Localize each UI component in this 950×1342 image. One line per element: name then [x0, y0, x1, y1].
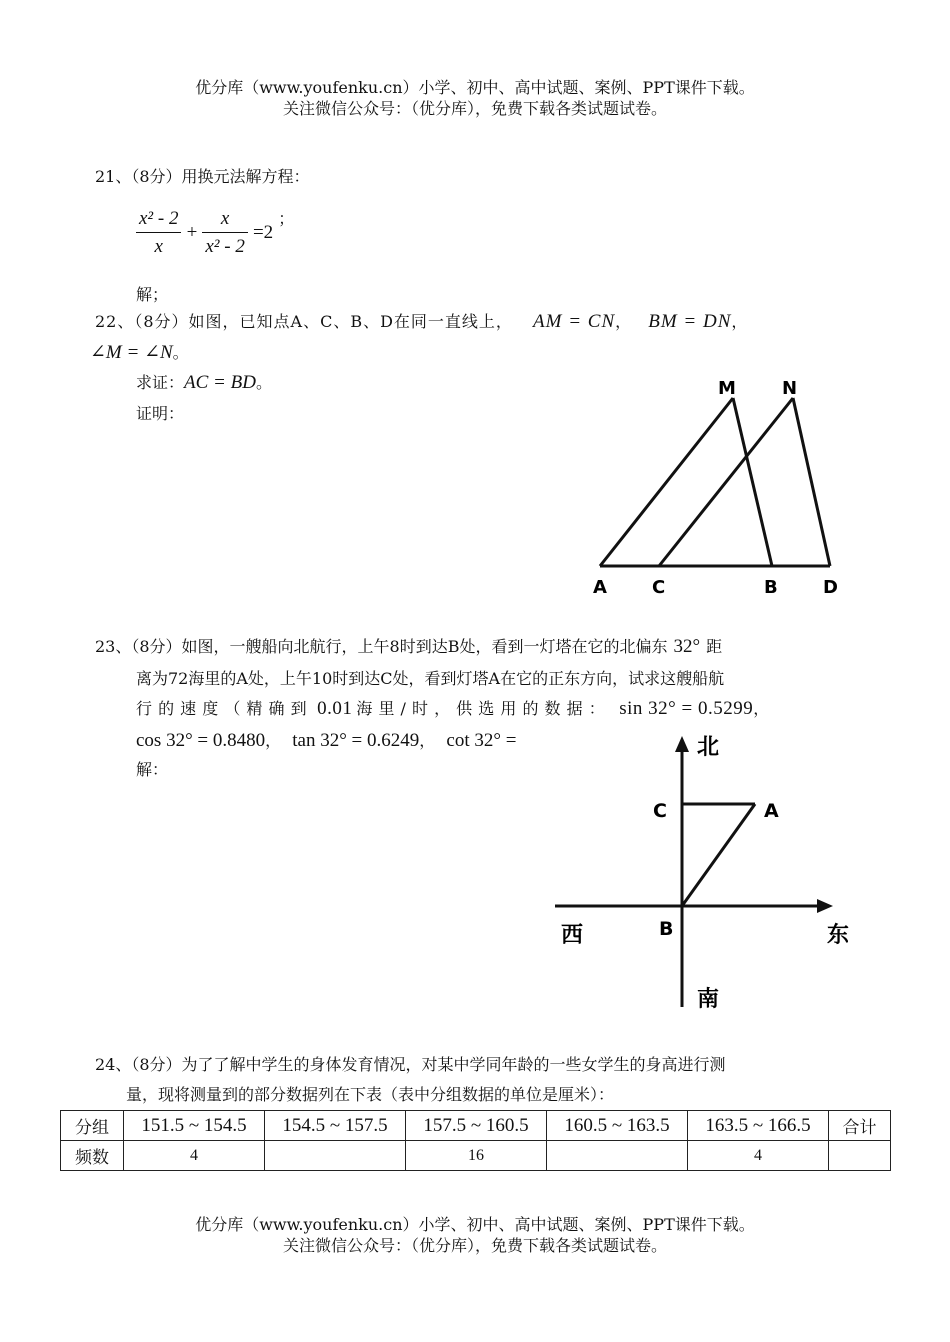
table-cell: 16	[406, 1141, 547, 1171]
q22-title-line2	[90, 342, 189, 364]
q22-cond2: BM = DN	[648, 311, 732, 332]
q23-cos: cos 32° = 0.8480	[136, 730, 266, 751]
q22-title: 22、（8分）如图，已知点A、C、B、D在同一直线上，	[95, 312, 513, 331]
table-cell: 4	[124, 1141, 265, 1171]
q23-label-A: A	[764, 800, 779, 822]
q23-segment-AB	[682, 804, 755, 906]
q23-figure	[555, 732, 865, 1017]
q22-label-M: M	[718, 378, 736, 399]
page-footer-line1: 优分库（www.youfenku.cn）小学、初中、高中试题、案例、PPT课件下载。	[195, 1215, 755, 1234]
q22-line-ND	[793, 398, 830, 566]
q22-prove-expr: AC = BD	[184, 372, 256, 393]
q21-frac2-numerator: x	[202, 208, 247, 233]
q23-label-north: 北	[697, 735, 720, 760]
table-cell: 合计	[829, 1111, 891, 1141]
q22-proof-label: 证明：	[136, 404, 185, 423]
q22-cond1: AM = CN	[533, 311, 616, 332]
q23-sin: sin 32° = 0.5299	[619, 698, 754, 719]
q23-label-B: B	[659, 918, 674, 940]
q22-sep2: ，	[731, 312, 749, 331]
q23-angle: 32°	[673, 636, 701, 657]
table-cell: 160.5 ~ 163.5	[547, 1111, 688, 1141]
q23-answer-label: 解：	[136, 760, 169, 779]
table-row	[61, 1111, 891, 1141]
q23-label-west: 西	[561, 923, 584, 948]
q23-tan: tan 32° = 0.6249	[292, 730, 420, 751]
q22-figure	[585, 370, 855, 600]
q23-line1a: 23、（8分）如图，一艘船向北航行，上午8时到达B处，看到一灯塔在它的北偏东	[95, 637, 668, 656]
table-cell: 频数	[61, 1141, 124, 1171]
q21-plus: +	[186, 222, 198, 243]
q21-fraction-1	[136, 208, 181, 258]
table-cell: 157.5 ~ 160.5	[406, 1111, 547, 1141]
table-cell	[829, 1141, 891, 1171]
q22-label-C: C	[652, 577, 666, 598]
q24-frequency-table	[60, 1110, 891, 1171]
table-cell: 163.5 ~ 166.5	[688, 1111, 829, 1141]
table-cell: 154.5 ~ 157.5	[265, 1111, 406, 1141]
q24-line1: 24、（8分）为了了解中学生的身体发育情况，对某中学同年龄的一些女学生的身高进行测	[95, 1055, 726, 1074]
q22-sep1: ，	[615, 312, 633, 331]
q23-line3a: 行 的 速 度 （ 精 确 到	[136, 699, 308, 718]
q21-semicolon: ；	[278, 209, 295, 228]
q23-line4	[136, 730, 516, 752]
table-cell	[547, 1141, 688, 1171]
q23-label-east: 东	[827, 923, 850, 948]
q23-line3b: 海 里 / 时 ， 供 选 用 的 数 据 ：	[356, 699, 606, 718]
q22-line-AM	[600, 398, 733, 566]
q22-prove-label: 求证：	[136, 373, 185, 392]
q21-frac1-denominator: x	[154, 236, 163, 257]
q21-answer-label: 解；	[136, 285, 169, 304]
q22-line-MB	[733, 398, 772, 566]
page-header-line2: 关注微信公众号：（优分库），免费下载各类试题试卷。	[282, 99, 667, 118]
table-cell: 4	[688, 1141, 829, 1171]
q23-line1	[95, 636, 722, 658]
q22-prove-end: 。	[255, 373, 272, 392]
q21-frac1-numerator: x² - 2	[136, 208, 181, 233]
q21-fraction-2	[202, 208, 247, 258]
q23-line3	[136, 698, 770, 720]
q23-comma2: ，	[419, 731, 436, 750]
q21-frac2-denominator: x² - 2	[205, 236, 245, 257]
table-cell: 分组	[61, 1111, 124, 1141]
q22-label-D: D	[823, 577, 838, 598]
q23-cot: cot 32° =	[446, 730, 517, 751]
q22-prove-line	[136, 372, 272, 394]
q22-end: 。	[172, 343, 189, 362]
q21-equation	[136, 208, 294, 258]
q23-figure-lines	[555, 746, 825, 1007]
q22-title-line	[95, 311, 748, 333]
q24-line2: 量，现将测量到的部分数据列在下表（表中分组数据的单位是厘米）：	[126, 1085, 615, 1104]
q23-north-arrow-icon	[675, 736, 689, 752]
page-header-line1: 优分库（www.youfenku.cn）小学、初中、高中试题、案例、PPT课件下载。	[195, 78, 755, 97]
q23-label-south: 南	[697, 987, 720, 1012]
q23-comma1: ，	[265, 731, 282, 750]
q23-line2: 离为72海里的A处，上午10时到达C处，看到灯塔A在它的正东方向，试求这艘船航	[136, 669, 725, 688]
q23-line3c: ，	[753, 699, 770, 718]
q22-line-CN	[659, 398, 793, 566]
q21-title: 21、（8分）用换元法解方程：	[95, 167, 310, 186]
q23-label-C: C	[653, 800, 667, 822]
table-cell: 151.5 ~ 154.5	[124, 1111, 265, 1141]
q21-rhs: =2	[252, 222, 274, 243]
q23-east-arrow-icon	[817, 899, 833, 913]
q22-cond3: ∠M = ∠N	[90, 342, 173, 363]
q23-precision: 0.01	[317, 698, 353, 719]
q22-label-A: A	[593, 577, 607, 598]
q22-label-B: B	[764, 577, 778, 598]
table-row	[61, 1141, 891, 1171]
q23-line1b: 距	[706, 637, 723, 656]
q22-figure-lines	[600, 398, 830, 566]
table-cell	[265, 1141, 406, 1171]
page-footer-line2: 关注微信公众号：（优分库），免费下载各类试题试卷。	[282, 1236, 667, 1255]
q22-label-N: N	[782, 378, 798, 399]
